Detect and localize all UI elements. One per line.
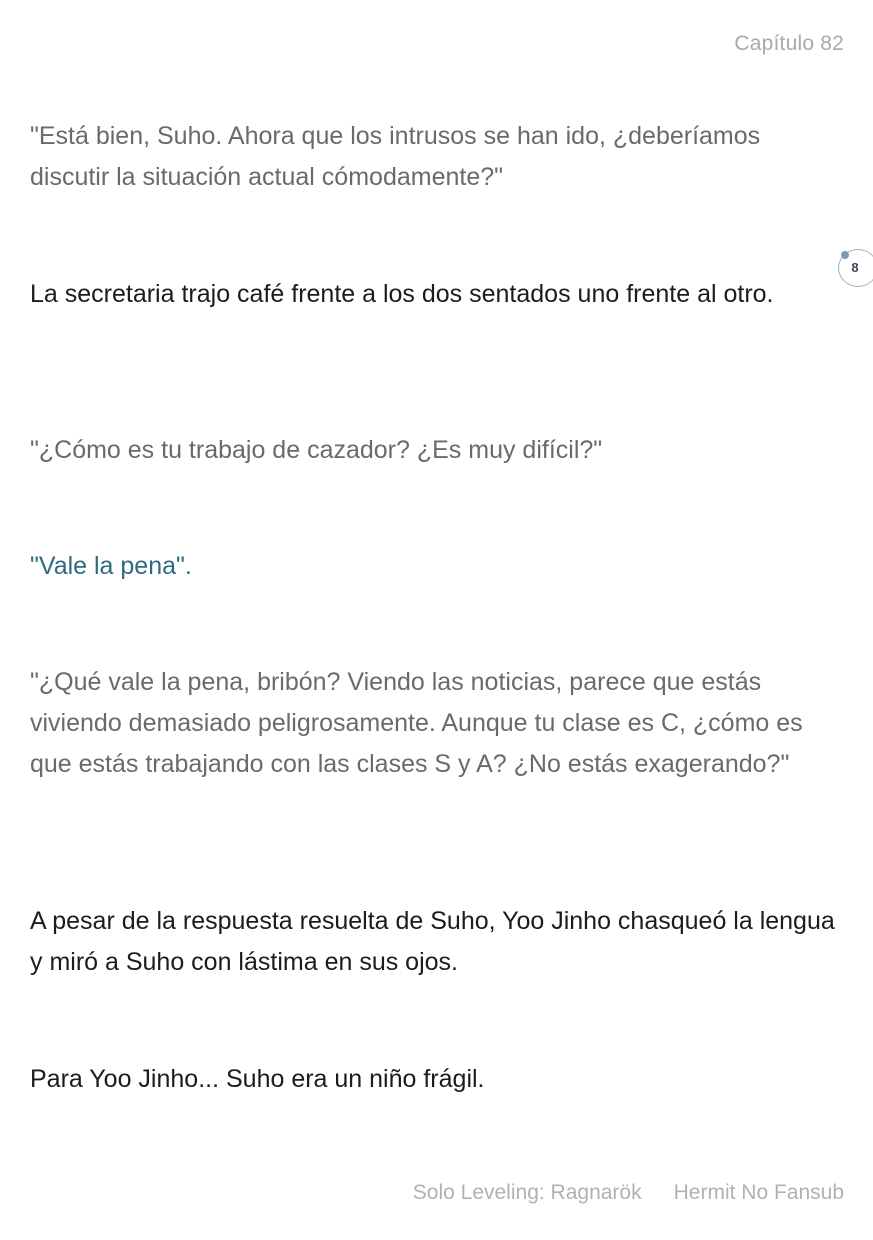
paragraph-narration: La secretaria trajo café frente a los dos sentados uno frente al otro.	[30, 280, 774, 308]
paragraph-dialog: "Está bien, Suho. Ahora que los intrusos se han ido, ¿deberíamos discutir la situación actual cómodamente?"	[30, 122, 761, 191]
footer-book-title: Solo Leveling: Ragnarök	[412, 1181, 642, 1204]
footer-translator: Hermit No Fansub	[673, 1181, 844, 1204]
comment-count-badge[interactable]	[838, 249, 873, 287]
paragraph-dialog: "¿Qué vale la pena, bribón? Viendo las noticias, parece que estás viviendo demasiado peligrosamente. Aunque tu clase es C, ¿cómo es que estás trabajando con las clases S y A? ¿No estás exagerando?"	[30, 668, 803, 778]
paragraph-reply: "Vale la pena".	[30, 552, 192, 580]
paragraph-narration: Para Yoo Jinho... Suho era un niño frágil.	[30, 1065, 485, 1093]
page-footer	[413, 1181, 844, 1205]
comment-count: 8	[851, 260, 859, 275]
comment-indicator-dot-icon	[841, 251, 849, 259]
chapter-title: Capítulo 82	[734, 32, 844, 55]
paragraph-dialog: "¿Cómo es tu trabajo de cazador? ¿Es muy difícil?"	[30, 436, 603, 464]
paragraph-narration: A pesar de la respuesta resuelta de Suho, Yoo Jinho chasqueó la lengua y miró a Suho con lástima en sus ojos.	[30, 907, 835, 976]
